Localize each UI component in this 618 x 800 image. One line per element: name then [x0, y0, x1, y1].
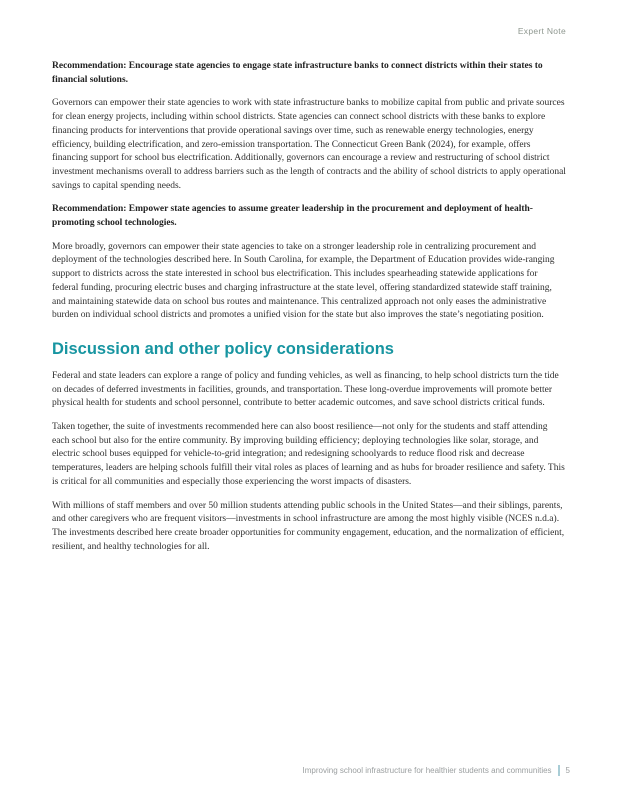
running-header: Expert Note	[517, 26, 566, 36]
recommendation-heading-1: Recommendation: Encourage state agencies to engage state infrastructure banks to connect districts within their states to financial solutions.	[52, 61, 543, 85]
body-paragraph-4: Taken together, the suite of investments recommended here can also boost resilience—not only for the students and staff attending each school but also for the entire community. By improving building efficiency; deploying technologies like solar, storage, and electric school buses equipped for vehicle-to-grid integration; and redesigning schoolyards to reduce flood risk and decrease temperatures, leaders are helping schools fulfill their vital roles as places of learning and as hubs for broader resilience and safety. This is critical for all communities and especially those experiencing the worst impacts of disasters.	[52, 422, 565, 487]
page-number: 5	[565, 766, 570, 775]
page-footer	[303, 765, 570, 776]
recommendation-heading-2: Recommendation: Empower state agencies to assume greater leadership in the procurement and deployment of health-promoting school technologies.	[52, 204, 533, 229]
body-paragraph-2: More broadly, governors can empower their state agencies to take on a stronger leadership role in centralizing procurement and deployment of the technologies described here. In South Carolina, for example, the Department of Education provides wide-ranging support to districts across the state interested in school bus electrification. This includes spearheading statewide applications for federal funding, procuring electric buses and charging infrastructure at the state level, offering standardized statewide staff training, and maintaining statewide data on school bus routes and maintenance. This centralized approach not only eases the administrative burden on individual school districts and promotes a unified vision for the state but also improves the state’s negotiating position.	[52, 241, 555, 321]
section-heading-discussion: Discussion and other policy considerations	[52, 339, 394, 358]
body-paragraph-1: Governors can empower their state agencies to work with state infrastructure banks to mobilize capital from public and private sources for clean energy projects, including within school districts. State agencies can connect school districts with these banks to explore financing products for interventions that provide operational savings over time, such as renewable energy technologies, energy efficiency, building electrification, and zero-emission transportation. The Connecticut Green Bank (2024), for example, offers financing support for school bus electrification. Additionally, governors can encourage a review and restructuring of school district investment mechanisms overall to address barriers such as the length of contracts and the ability of school districts to apply operational savings to capital spending needs.	[52, 98, 566, 191]
footer-divider-bar	[558, 765, 560, 776]
page-content	[52, 60, 566, 564]
body-paragraph-3: Federal and state leaders can explore a range of policy and funding vehicles, as well as financing, to help school districts turn the tide on decades of deferred investments in facilities, grounds, and transportation. These long-overdue improvements will promote better physical health for students and school personnel, contribute to better academic outcomes, and save school districts critical funds.	[52, 370, 559, 409]
footer-title: Improving school infrastructure for healthier students and communities	[302, 766, 552, 775]
body-paragraph-5: With millions of staff members and over 50 million students attending public schools in the United States—and their siblings, parents, and other caregivers who are frequent visitors—investments in school infrastructure are among the most highly visible (NCES n.d.a). The investments described here create broader opportunities for community engagement, education, and the normalization of efficient, resilient, and healthy technologies for all.	[52, 500, 565, 552]
